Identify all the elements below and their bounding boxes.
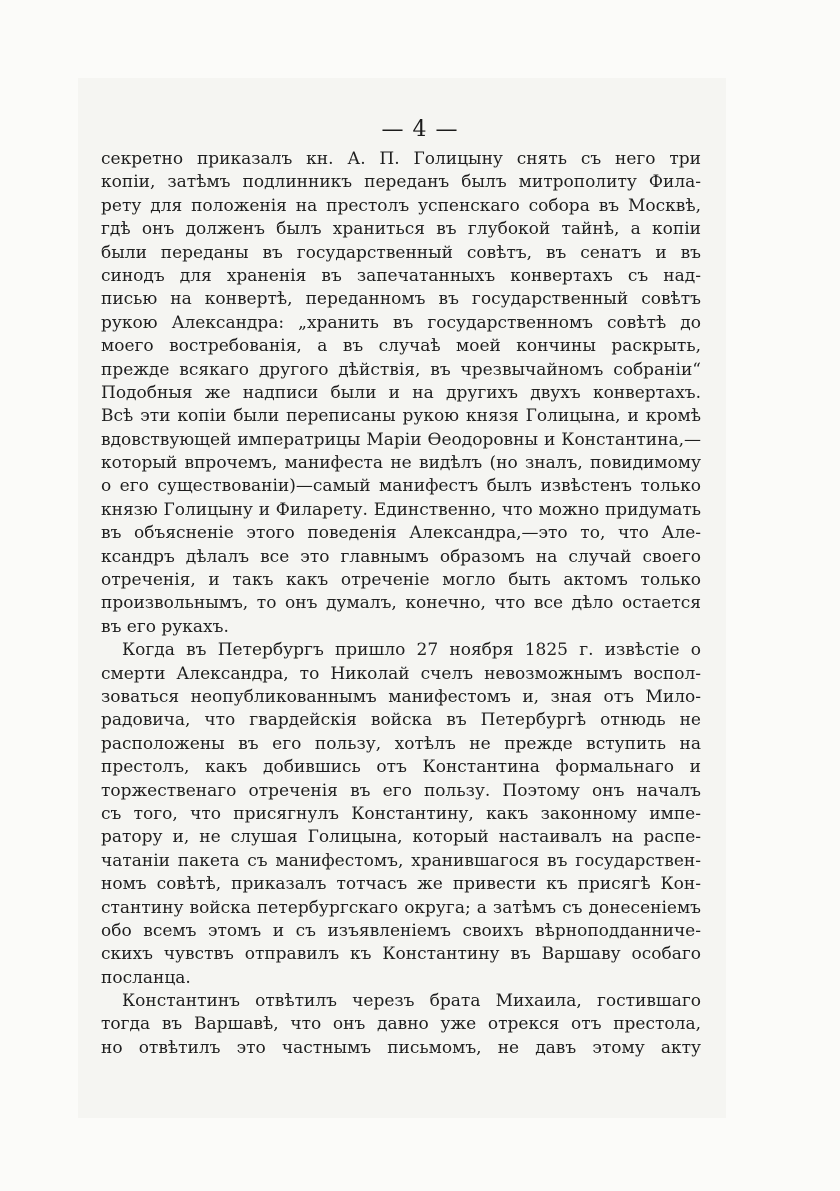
text-line: ксандръ дѣлалъ все это главнымъ образомъ на случай своего <box>101 546 701 567</box>
text-line: были переданы въ государственный совѣтъ, въ сенатъ и въ <box>101 242 701 263</box>
text-line: Подобныя же надписи были и на другихъ двухъ конвертахъ. <box>101 382 701 403</box>
text-line: стантину войска петербургскаго округа; а затѣмъ съ донесеніемъ <box>101 897 701 918</box>
text-line: тогда въ Варшавѣ, что онъ давно уже отрекся отъ престола, <box>101 1014 701 1035</box>
text-line: который впрочемъ, манифеста не видѣлъ (но зналъ, повидимому <box>101 453 701 474</box>
text-line: гдѣ онъ долженъ былъ храниться въ глубокой тайнѣ, а копіи <box>101 219 701 240</box>
body-text <box>101 148 701 1060</box>
text-line: ратору и, не слушая Голицына, который настаивалъ на распе- <box>101 827 701 848</box>
text-line: посланца. <box>101 967 191 988</box>
text-line: Когда въ Петербургъ пришло 27 ноября 1825 г. извѣстіе о <box>122 640 701 661</box>
text-line: моего востребованія, а въ случаѣ моей кончины раскрыть, <box>101 336 701 357</box>
text-line: прежде всякаго другого дѣйствія, въ чрезвычайномъ собраніи“ <box>101 359 701 380</box>
text-line: чатаніи пакета съ манифестомъ, хранившагося въ государствен- <box>101 850 701 871</box>
text-line: съ того, что присягнулъ Константину, какъ законному импе- <box>101 803 701 824</box>
text-line: Всѣ эти копіи были переписаны рукою князя Голицына, и кромѣ <box>101 406 701 427</box>
page-number: — 4 — <box>381 117 459 142</box>
text-line: писью на конвертѣ, переданномъ въ государственный совѣтъ <box>101 289 701 310</box>
text-line: въ объясненіе этого поведенія Александра,—это то, что Але- <box>101 523 701 544</box>
text-line: зоваться неопубликованнымъ манифестомъ и, зная отъ Мило- <box>101 686 701 707</box>
text-line: расположены въ его пользу, хотѣлъ не прежде вступить на <box>101 733 701 754</box>
text-line: номъ совѣтѣ, приказалъ тотчасъ же привести къ присягѣ Кон- <box>101 874 701 895</box>
text-line: о его существованіи)—самый манифестъ былъ извѣстенъ только <box>101 476 701 497</box>
text-line: рукою Александра: „хранить въ государственномъ совѣтѣ до <box>101 312 701 333</box>
text-line: вдовствующей императрицы Маріи Ѳеодоровны и Константина,— <box>101 429 701 450</box>
text-line: рету для положенія на престолъ успенскаго собора въ Москвѣ, <box>101 195 701 216</box>
text-line: синодъ для храненія въ запечатанныхъ конвертахъ съ над- <box>101 265 701 286</box>
text-line: радовича, что гвардейскія войска въ Петербургѣ отнюдь не <box>101 710 701 731</box>
text-line: но отвѣтилъ это частнымъ письмомъ, не давъ этому акту <box>101 1037 701 1058</box>
text-line: въ его рукахъ. <box>101 616 229 637</box>
text-line: торжественаго отреченія въ его пользу. Поэтому онъ началъ <box>101 780 701 801</box>
text-line: смерти Александра, то Николай счелъ невозможнымъ воспол- <box>101 663 701 684</box>
text-line: отреченія, и такъ какъ отреченіе могло быть актомъ только <box>101 570 701 591</box>
text-line: обо всемъ этомъ и съ изъявленіемъ своихъ вѣрноподданниче- <box>101 920 701 941</box>
text-line: секретно приказалъ кн. А. П. Голицыну снять съ него три <box>101 149 701 169</box>
text-line: престолъ, какъ добившись отъ Константина формальнаго и <box>101 757 701 778</box>
text-line: Константинъ отвѣтилъ черезъ брата Михаила, гостившаго <box>122 991 701 1012</box>
text-line: князю Голицыну и Филарету. Единственно, что можно придумать <box>101 499 701 520</box>
text-line: копіи, затѣмъ подлинникъ переданъ былъ митрополиту Фила- <box>101 172 701 193</box>
text-line: скихъ чувствъ отправилъ къ Константину въ Варшаву особаго <box>101 944 701 965</box>
text-line: произвольнымъ, то онъ думалъ, конечно, что все дѣло остается <box>101 593 701 614</box>
